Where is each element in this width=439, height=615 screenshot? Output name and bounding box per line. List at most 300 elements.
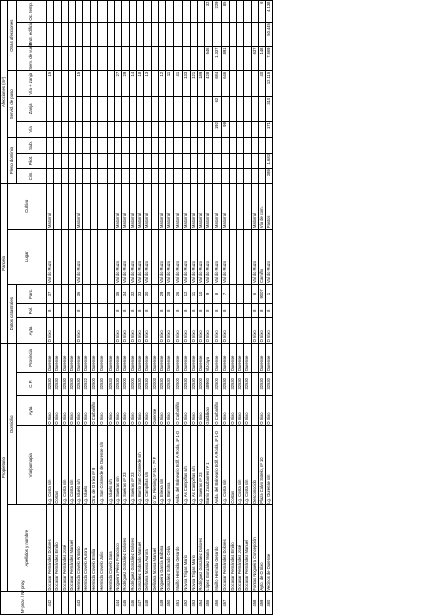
row-number: 446 bbox=[129, 592, 136, 615]
aff-via bbox=[190, 121, 197, 138]
owner-municipality: O Irixo bbox=[258, 395, 265, 425]
cadastral-parcel: 9 bbox=[205, 284, 212, 304]
crop-type bbox=[61, 183, 68, 229]
aff-pilot bbox=[173, 153, 183, 168]
aff-sub bbox=[244, 138, 251, 153]
row-number: 453 bbox=[190, 592, 197, 615]
aff-cim bbox=[229, 168, 236, 183]
aff-cim bbox=[83, 168, 90, 183]
crop-type: Matorral bbox=[76, 183, 83, 229]
cadastral-parcel bbox=[107, 284, 114, 304]
aff-serv-vuelo bbox=[129, 46, 136, 70]
owner-address: Desconocido bbox=[251, 426, 258, 505]
col-group-servidumbre: Servid. de paso bbox=[8, 71, 17, 138]
crop-type: Vía de com. bbox=[258, 183, 265, 229]
aff-serv-vuelo bbox=[54, 46, 61, 70]
aff-oc-temp bbox=[151, 1, 158, 23]
aff-oc-temp bbox=[98, 1, 108, 23]
table-row bbox=[61, 1, 68, 615]
aff-sub bbox=[158, 138, 165, 153]
col-header-sub: Sub. bbox=[17, 138, 47, 153]
cadastral-polygon: 8 bbox=[115, 304, 122, 318]
aff-via-zanja: 428 bbox=[205, 71, 212, 97]
aff-via-zanja bbox=[54, 71, 61, 97]
aff-zanja bbox=[144, 97, 151, 121]
cadastral-municipality: O Irixo bbox=[258, 318, 265, 344]
owner-province: Ourense bbox=[122, 343, 129, 372]
owner-province: Ourense bbox=[151, 343, 158, 372]
aff-sub bbox=[115, 138, 122, 153]
owner-province: Ourense bbox=[107, 343, 114, 372]
place-name: Val do Ruzo bbox=[115, 229, 122, 284]
owner-address: Lg. Eirexa s/n bbox=[158, 426, 165, 505]
col-group-afecciones: Afecciones (m²) bbox=[1, 1, 8, 184]
aff-zanja bbox=[229, 97, 236, 121]
place-name bbox=[98, 229, 108, 284]
cadastral-municipality bbox=[68, 318, 75, 344]
aff-cim bbox=[166, 168, 173, 183]
col-header-zanja: Zanja bbox=[17, 97, 47, 121]
aff-pilot bbox=[158, 153, 165, 168]
owner-municipality: O Carballiño bbox=[173, 395, 183, 425]
owner-address: Costas bbox=[229, 426, 236, 505]
col-group-parcela: Parcela bbox=[1, 183, 8, 343]
aff-oc-temp bbox=[76, 1, 83, 23]
aff-via-zanja bbox=[251, 71, 258, 97]
aff-sub bbox=[61, 138, 68, 153]
owner-municipality: O Irixo bbox=[158, 395, 165, 425]
aff-via bbox=[258, 121, 265, 138]
aff-pilot bbox=[222, 153, 229, 168]
owner-province: Ourense bbox=[166, 343, 173, 372]
owner-address: Lg. Costa s/n bbox=[244, 426, 251, 505]
table-row bbox=[76, 1, 83, 615]
owner-address: Lg. Campiñas s/n bbox=[144, 426, 151, 505]
aff-pilot bbox=[90, 153, 97, 168]
aff-via bbox=[197, 121, 204, 138]
aff-pilot bbox=[68, 153, 75, 168]
aff-oc-temp bbox=[83, 1, 90, 23]
cadastral-municipality: O Irixo bbox=[115, 318, 122, 344]
aff-cim bbox=[158, 168, 165, 183]
aff-via bbox=[107, 121, 114, 138]
cadastral-municipality: O Irixo bbox=[205, 318, 212, 344]
aff-via bbox=[183, 121, 190, 138]
cadastral-parcel: 30 bbox=[144, 284, 151, 304]
aff-via-zanja: 40 bbox=[258, 71, 265, 97]
cadastral-municipality bbox=[229, 318, 236, 344]
aff-pilot bbox=[205, 153, 212, 168]
aff-pilot bbox=[166, 153, 173, 168]
col-header-cp: C.P. bbox=[17, 372, 47, 395]
owner-municipality: O Carballiño bbox=[212, 395, 222, 425]
cadastral-parcel: 26 bbox=[173, 284, 183, 304]
owner-postal-code: 32530 bbox=[236, 372, 243, 395]
crop-type bbox=[151, 183, 158, 229]
owner-address: Lg. Sueiras s/n bbox=[115, 426, 122, 505]
owner-address: Lg. Costa s/n bbox=[61, 426, 68, 505]
place-name: Val do Ruzo bbox=[266, 229, 273, 284]
aff-oc-temp bbox=[61, 1, 68, 23]
aff-prot-edificio bbox=[173, 22, 183, 46]
cadastral-parcel: 8 bbox=[212, 284, 222, 304]
owner-address: Lg. Costa s/n bbox=[236, 426, 243, 505]
cadastral-polygon: 8 bbox=[166, 304, 173, 318]
col-header-prot-edificio: Prot. edificio bbox=[17, 22, 47, 46]
aff-prot-edificio bbox=[205, 22, 212, 46]
cadastral-parcel bbox=[61, 284, 68, 304]
owner-name: Docasar Fernández Manuel bbox=[68, 505, 75, 592]
owner-address: Lg. Costa s/n bbox=[47, 426, 54, 505]
crop-type: Matorral bbox=[222, 183, 229, 229]
aff-cim bbox=[122, 168, 129, 183]
aff-serv-vuelo: 891 bbox=[222, 46, 229, 70]
owner-address: Lg. Sueiras nº 23 bbox=[129, 426, 136, 505]
owner-province: Ourense bbox=[76, 343, 83, 372]
aff-pilot bbox=[183, 153, 190, 168]
aff-via: 99 bbox=[222, 121, 229, 138]
owner-name: Muiño Hermida Gerardo bbox=[173, 505, 183, 592]
aff-oc-temp bbox=[68, 1, 75, 23]
crop-type bbox=[107, 183, 114, 229]
cadastral-municipality: O Irixo bbox=[266, 318, 273, 344]
aff-prot-edificio bbox=[68, 22, 75, 46]
cadastral-municipality: O Irixo bbox=[158, 318, 165, 344]
crop-type: Matorral bbox=[212, 183, 222, 229]
aff-cim bbox=[222, 168, 229, 183]
aff-via bbox=[166, 121, 173, 138]
aff-prot-edificio bbox=[61, 22, 68, 46]
row-number: 457 bbox=[222, 592, 229, 615]
aff-via-zanja: 15 bbox=[76, 71, 83, 97]
table-row bbox=[54, 1, 61, 615]
aff-sub bbox=[173, 138, 183, 153]
row-number: 451 bbox=[173, 592, 183, 615]
cadastral-parcel: 1 bbox=[266, 284, 273, 304]
aff-cim bbox=[90, 168, 97, 183]
col-group-otras: Otras afecciones bbox=[8, 1, 17, 71]
cadastral-municipality: O Irixo bbox=[129, 318, 136, 344]
aff-pilot bbox=[229, 153, 236, 168]
table-row bbox=[229, 1, 236, 615]
place-name bbox=[151, 229, 158, 284]
aff-oc-temp bbox=[166, 1, 173, 23]
aff-cim bbox=[107, 168, 114, 183]
crop-type bbox=[244, 183, 251, 229]
owner-postal-code: 32500 bbox=[212, 372, 222, 395]
cadastral-municipality: O Irixo bbox=[197, 318, 204, 344]
owner-postal-code: 32530 bbox=[190, 372, 197, 395]
aff-serv-vuelo bbox=[98, 46, 108, 70]
cadastral-polygon bbox=[244, 304, 251, 318]
owner-name: Novoa Trigas Mario bbox=[190, 505, 197, 592]
aff-cim bbox=[197, 168, 204, 183]
aff-via bbox=[115, 121, 122, 138]
aff-oc-temp bbox=[251, 1, 258, 23]
aff-oc-temp bbox=[122, 1, 129, 23]
crop-type: Matorral bbox=[190, 183, 197, 229]
owner-postal-code: 32530 bbox=[229, 372, 236, 395]
cadastral-polygon bbox=[236, 304, 243, 318]
owner-postal-code: 32530 bbox=[244, 372, 251, 395]
aff-prot-edificio bbox=[137, 22, 144, 46]
row-number: 454 bbox=[197, 592, 204, 615]
n-prov-label: Nº prov. bbox=[20, 598, 26, 614]
place-name: Val do Ruzo bbox=[190, 229, 197, 284]
aff-via-zanja bbox=[90, 71, 97, 97]
aff-cim bbox=[205, 168, 212, 183]
aff-oc-temp: 32 bbox=[205, 1, 212, 23]
table-row bbox=[137, 1, 144, 615]
aff-prot-edificio bbox=[197, 22, 204, 46]
owner-province: Ourense bbox=[183, 343, 190, 372]
cadastral-polygon: 8 bbox=[137, 304, 144, 318]
cadastral-municipality: O Irixo bbox=[212, 318, 222, 344]
crop-type: Matorral bbox=[166, 183, 173, 229]
owner-address: Lg. Costa s/n bbox=[68, 426, 75, 505]
aff-serv-vuelo bbox=[151, 46, 158, 70]
owner-postal-code: 32533 bbox=[107, 372, 114, 395]
owner-address: Avda. del Balneario Edif. A Roda, 4º 1-D bbox=[173, 426, 183, 505]
aff-pilot bbox=[144, 153, 151, 168]
aff-oc-temp bbox=[236, 1, 243, 23]
aff-serv-vuelo: 546 bbox=[205, 46, 212, 70]
crop-type: Matorral bbox=[173, 183, 183, 229]
aff-prot-edificio bbox=[183, 22, 190, 46]
cadastral-polygon: 8 bbox=[76, 304, 83, 318]
aff-prot-edificio bbox=[144, 22, 151, 46]
owner-name: Docasar Fernández Dolores bbox=[222, 505, 229, 592]
cadastral-parcel: 10 bbox=[197, 284, 204, 304]
row-number: 459 bbox=[258, 592, 265, 615]
owner-name: Hermida Covelo Aurora bbox=[83, 505, 90, 592]
owner-name: González Sobrado Manuel bbox=[137, 505, 144, 592]
aff-via bbox=[54, 121, 61, 138]
aff-via-zanja: 684 bbox=[212, 71, 222, 97]
aff-serv-vuelo bbox=[244, 46, 251, 70]
owner-municipality: O Irixo bbox=[68, 395, 75, 425]
col-header-pilot: Pilot. bbox=[17, 153, 47, 168]
cadastral-municipality: O Irixo bbox=[173, 318, 183, 344]
cadastral-parcel: 34 bbox=[122, 284, 129, 304]
cadastral-municipality: O Irixo bbox=[144, 318, 151, 344]
owner-name: Docasar Fernández Emilio bbox=[54, 505, 61, 592]
table-row bbox=[158, 1, 165, 615]
owner-province: Ourense bbox=[258, 343, 265, 372]
owner-municipality: O Irixo bbox=[166, 395, 173, 425]
aff-serv-vuelo bbox=[144, 46, 151, 70]
owner-province: Ourense bbox=[158, 343, 165, 372]
cadastral-polygon: 8 bbox=[222, 304, 229, 318]
cadastral-municipality: O Irixo bbox=[183, 318, 190, 344]
cadastral-parcel: 36 bbox=[76, 284, 83, 304]
cadastral-parcel bbox=[151, 284, 158, 304]
place-name: Val do Ruzo bbox=[144, 229, 151, 284]
aff-via-zanja bbox=[68, 71, 75, 97]
owner-address: Lg. Costa s/n bbox=[222, 426, 229, 505]
aff-zanja bbox=[68, 97, 75, 121]
aff-prot-edificio bbox=[151, 22, 158, 46]
owner-municipality: O Irixo bbox=[76, 395, 83, 425]
aff-via-zanja: 12 bbox=[158, 71, 165, 97]
aff-cim bbox=[115, 168, 122, 183]
aff-sub bbox=[144, 138, 151, 153]
crop-type: Matorral bbox=[183, 183, 190, 229]
aff-via-zanja: 18 bbox=[137, 71, 144, 97]
crop-type: Matorral bbox=[129, 183, 136, 229]
aff-cim bbox=[244, 168, 251, 183]
owner-postal-code: 32500 bbox=[173, 372, 183, 395]
row-number bbox=[151, 592, 158, 615]
row-number: 450 bbox=[166, 592, 173, 615]
aff-zanja bbox=[236, 97, 243, 121]
cadastral-municipality: O Irixo bbox=[190, 318, 197, 344]
owner-name: Docasar Fernández Emilio bbox=[229, 505, 236, 592]
crop-type: Matorral bbox=[122, 183, 129, 229]
aff-sub bbox=[258, 138, 265, 153]
cadastral-parcel: 12 bbox=[183, 284, 190, 304]
aff-sub bbox=[183, 138, 190, 153]
cadastral-municipality: O Irixo bbox=[122, 318, 129, 344]
cadastral-municipality bbox=[236, 318, 243, 344]
place-name bbox=[244, 229, 251, 284]
aff-serv-vuelo bbox=[90, 46, 97, 70]
aff-via bbox=[98, 121, 108, 138]
owner-postal-code: 32530 bbox=[266, 372, 273, 395]
aff-serv-vuelo bbox=[137, 46, 144, 70]
owner-address: Barrio Zuazbarren nº 1 bbox=[205, 426, 212, 505]
table-row bbox=[183, 1, 190, 615]
owner-name: López González María bbox=[205, 505, 212, 592]
owner-province: Ourense bbox=[197, 343, 204, 372]
table-row bbox=[68, 1, 75, 615]
owner-municipality: O Carballiño bbox=[90, 395, 97, 425]
aff-oc-temp: 6 bbox=[258, 1, 265, 23]
crop-type: Matorral bbox=[115, 183, 122, 229]
owner-municipality: O Irixo bbox=[222, 395, 229, 425]
aff-via-zanja: 13 bbox=[144, 71, 151, 97]
owner-postal-code: 32530 bbox=[61, 372, 68, 395]
cadastral-polygon: 8 bbox=[183, 304, 190, 318]
aff-via-zanja: 41 bbox=[173, 71, 183, 97]
aff-zanja bbox=[183, 97, 190, 121]
aff-zanja bbox=[258, 97, 265, 121]
col-group-pleno-dominio: Pleno dominio bbox=[8, 138, 17, 184]
aff-cim bbox=[47, 168, 54, 183]
aff-zanja bbox=[251, 97, 258, 121]
owner-municipality: O Irixo bbox=[144, 395, 151, 425]
aff-prot-edificio bbox=[107, 22, 114, 46]
aff-oc-temp bbox=[158, 1, 165, 23]
owner-address: Avda. del Balneario Edif. A Roda, 4º 1-D bbox=[212, 426, 222, 505]
aff-via bbox=[144, 121, 151, 138]
place-name bbox=[83, 229, 90, 284]
cadastral-parcel: 7 bbox=[222, 284, 229, 304]
aff-serv-vuelo bbox=[173, 46, 183, 70]
aff-zanja bbox=[222, 97, 229, 121]
place-name bbox=[90, 229, 97, 284]
owner-postal-code: 32530 bbox=[158, 372, 165, 395]
aff-pilot bbox=[83, 153, 90, 168]
table-row bbox=[222, 1, 229, 615]
row-number: 445 bbox=[122, 592, 129, 615]
owner-postal-code: 32000 bbox=[129, 372, 136, 395]
crop-type: Matorral bbox=[251, 183, 258, 229]
aff-zanja bbox=[129, 97, 136, 121]
aff-oc-temp bbox=[54, 1, 61, 23]
aff-pilot bbox=[47, 153, 54, 168]
aff-via-zanja: 12.115 bbox=[266, 71, 273, 97]
aff-sub bbox=[236, 138, 243, 153]
aff-via-zanja: 11 bbox=[166, 71, 173, 97]
owner-name: Fontao Nogueira Concepción bbox=[251, 505, 258, 592]
owner-postal-code: 48960 bbox=[205, 372, 212, 395]
col-header-ayto-cat: Ayto. bbox=[17, 318, 47, 344]
col-header-n: Nº prov. / Nº proy. bbox=[1, 592, 47, 615]
cadastral-parcel: 9007 bbox=[258, 284, 265, 304]
owner-municipality: Ourense bbox=[151, 395, 158, 425]
owner-address: Lg. Iduelo s/n bbox=[107, 426, 114, 505]
cadastral-municipality bbox=[90, 318, 97, 344]
cadastral-municipality bbox=[98, 318, 108, 344]
owner-municipality: O Irixo bbox=[107, 395, 114, 425]
aff-prot-edificio bbox=[158, 22, 165, 46]
aff-pilot bbox=[54, 153, 61, 168]
aff-serv-vuelo bbox=[236, 46, 243, 70]
aff-zanja bbox=[54, 97, 61, 121]
owner-name: Novoa Trigas Mario bbox=[183, 505, 190, 592]
table-row bbox=[47, 1, 54, 615]
aff-pilot bbox=[137, 153, 144, 168]
col-header-provincia: Provincia bbox=[17, 343, 47, 372]
owner-province bbox=[251, 343, 258, 372]
table-row bbox=[197, 1, 204, 615]
owner-postal-code: 32530 bbox=[98, 372, 108, 395]
aff-serv-vuelo bbox=[107, 46, 114, 70]
aff-pilot bbox=[122, 153, 129, 168]
cadastral-polygon: 8 bbox=[251, 304, 258, 318]
aff-zanja bbox=[115, 97, 122, 121]
owner-province: Ourense bbox=[83, 343, 90, 372]
col-group-propietario: Propietario bbox=[1, 343, 8, 591]
owner-name: Vecinos de Ourense bbox=[266, 505, 273, 592]
owner-municipality: O Irixo bbox=[122, 395, 129, 425]
aff-oc-temp bbox=[137, 1, 144, 23]
aff-serv-vuelo: 1.337 bbox=[212, 46, 222, 70]
col-header-via-serv: Vía bbox=[17, 121, 47, 138]
aff-via-zanja: 646 bbox=[222, 71, 229, 97]
owner-municipality: Galdákao bbox=[205, 395, 212, 425]
aff-prot-edificio bbox=[90, 22, 97, 46]
cadastral-polygon: 8 bbox=[266, 304, 273, 318]
cadastral-polygon: 8 bbox=[144, 304, 151, 318]
aff-cim bbox=[173, 168, 183, 183]
aff-sub bbox=[190, 138, 197, 153]
aff-pilot bbox=[151, 153, 158, 168]
owner-postal-code: 32003 bbox=[151, 372, 158, 395]
row-number bbox=[244, 592, 251, 615]
aff-oc-temp bbox=[197, 1, 204, 23]
col-header-lugar: Lugar bbox=[8, 229, 47, 284]
aff-prot-edificio bbox=[244, 22, 251, 46]
owner-province: Ourense bbox=[229, 343, 236, 372]
crop-type: Matorral bbox=[158, 183, 165, 229]
crop-type: Matorral bbox=[47, 183, 54, 229]
cadastral-polygon bbox=[90, 304, 97, 318]
aff-pilot bbox=[244, 153, 251, 168]
aff-sub bbox=[98, 138, 108, 153]
place-name bbox=[236, 229, 243, 284]
